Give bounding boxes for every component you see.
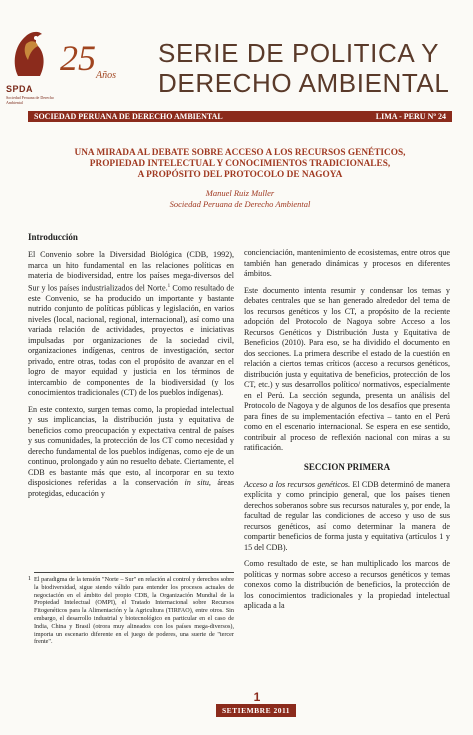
logo-text: SPDA [6,84,34,94]
anniversary-word: Años [96,70,116,81]
paragraph: Como resultado de este, se han multiplicado los marcos de políticas y normas sobre acceso a recursos genéticos y temas conexos como la distribución de beneficios, la protección de los conocimientos tradicionales y la propiedad intelectual aplicada a la [244,559,450,610]
footnote-ref[interactable]: 1 [167,283,171,289]
paragraph: En este contexto, surgen temas como, la propiedad intelectual y sus implicancias, la distribución justa y equitativa de beneficios como preocupación y expectativa central de países y sus comunidades, la protección de los CT como necesidad y derecho fundamental de los pueblos indígenas, como eje de un continuo, prolongado y aún no resuelto debate. Ciertamente, el CDB es bastante más que esto, al incorporar en su texto disposiciones referidas a la conservación in situ, áreas protegidas, educación y [28,404,235,498]
paragraph: Acceso a los recursos genéticos. El CDB determinó de manera explícita y como principio general, que los países tienen derechos soberanos sobre sus recursos naturales y, por ende, la facultad de regular las condiciones de acceso y uso de sus recursos genéticos, así como determinar la manera de compartir beneficios de forma justa y equitativa (artículos 1 y 15 del CDB). [244,479,450,552]
section-heading-intro: Introducción [28,232,78,242]
spda-logo-icon [8,24,50,82]
author-organization: Sociedad Peruana de Derecho Ambiental [169,199,311,209]
paragraph: Este documento intenta resumir y condensar los temas y debates centrales que se han generado alrededor del tema de los recursos genéticos y los CT, a propósito de la reciente adopción del Protocolo de Nagoya sobre Acceso a los Recursos Genéticos y Distribución Justa y Equitativa de Beneficios (2010). Para eso, se ha dividido el documento en dos secciones. La primera describe el estado de la cuestión en relación a ciertos temas críticos (acceso a recursos genéticos, distribución justa y equitativa de beneficios, protección de los CT, etc.) y sus desarrollos político/ normativos, especialmente en el Perú. La sección segunda, presenta un análisis del Protocolo de Nagoya y de algunos de los desafíos que presenta para fines de su implementación efectiva – tanto en el Perú como en el escenario internacional. Se espera en ese sentido, contribuir al proceso de reflexión nacional con miras a su ratificación. [244,285,450,452]
band-issue: LIMA - PERU Nº 24 [375,112,446,121]
band-organization: SOCIEDAD PERUANA DE DERECHO AMBIENTAL [34,112,223,121]
header-band [28,111,452,122]
author-name: Manuel Ruiz Muller [205,188,275,198]
article-title-line2: PROPIEDAD INTELECTUAL Y CONOCIMIENTOS TRADICIONALES, [89,159,391,169]
page-number: 1 [253,690,261,704]
right-column [244,248,450,618]
article-title [28,148,452,181]
article-title-line3: A PROPÓSITO DEL PROTOCOLO DE NAGOYA [137,170,343,180]
paragraph: El Convenio sobre la Diversidad Biológica (CDB, 1992), marca un hito fundamental en las relaciones políticas en materia de biodiversidad, entre los países mega-diversos del Sur y los países industrializados del Norte.$^1$ Como resultado de este Convenio, se ha producido un importante y bastante nutrido conjunto de políticas públicas y legislación, en varios niveles (local, nacional, regional, internacional), así como una variada relación de actividades, proyectos e iniciativas impulsadas por organizaciones de la sociedad civil, organizaciones indígenas, centros de investigación, sector privado, entre otras, todas con el propósito de avanzar en el logro de mayor equidad y justicia en los términos de intercambio de componentes de la biodiversidad (y los conocimientos tradicionales (CT) de los pueblos indígenas). [28,250,234,398]
series-title-line1: SERIE DE POLITICA Y [158,38,440,68]
author-block [28,188,452,210]
anniversary-number: 25 [60,38,96,78]
section-heading: SECCION PRIMERA [303,461,391,472]
series-title-line2: DERECHO AMBIENTAL [158,68,450,98]
publication-date: SETIEMBRE 2011 [216,704,296,717]
series-title [158,38,449,98]
footnote [28,572,234,646]
paragraph: concienciación, mantenimiento de ecosistemas, entre otros que también han generado dinámicas y procesos en diferentes ámbitos. [244,248,450,278]
logo-subtext: Sociedad Peruana de Derecho Ambiental [6,95,54,105]
left-column [28,232,234,505]
footnote-text: El paradigma de la tensión "Norte – Sur" en relación al control y derechos sobre la biodiversidad, sigue siendo válido para entender los procesos actuales de negociación en el ámbito del propio CDB, la Organización Mundial de la Propiedad Intelectual (OMPI), el Tratado Internacional sobre Recursos Fitogenéticos para la Alimentación y la Agricultura (TIRFAO), entre otros. Sin embargo, el desarrollo industrial y biotecnológico en particular en el caso de India, China y Brasil (otrora muy alineados con los países mega-diversos), importa un escenario diferente en el juego de poderes, una suerte de "tercer frente". [34,576,234,646]
article-title-line1: UNA MIRADA AL DEBATE SOBRE ACCESO A LOS RECURSOS GENÉTICOS, [74,148,406,158]
page-header [0,0,473,110]
footnote-number: 1 [28,576,31,582]
